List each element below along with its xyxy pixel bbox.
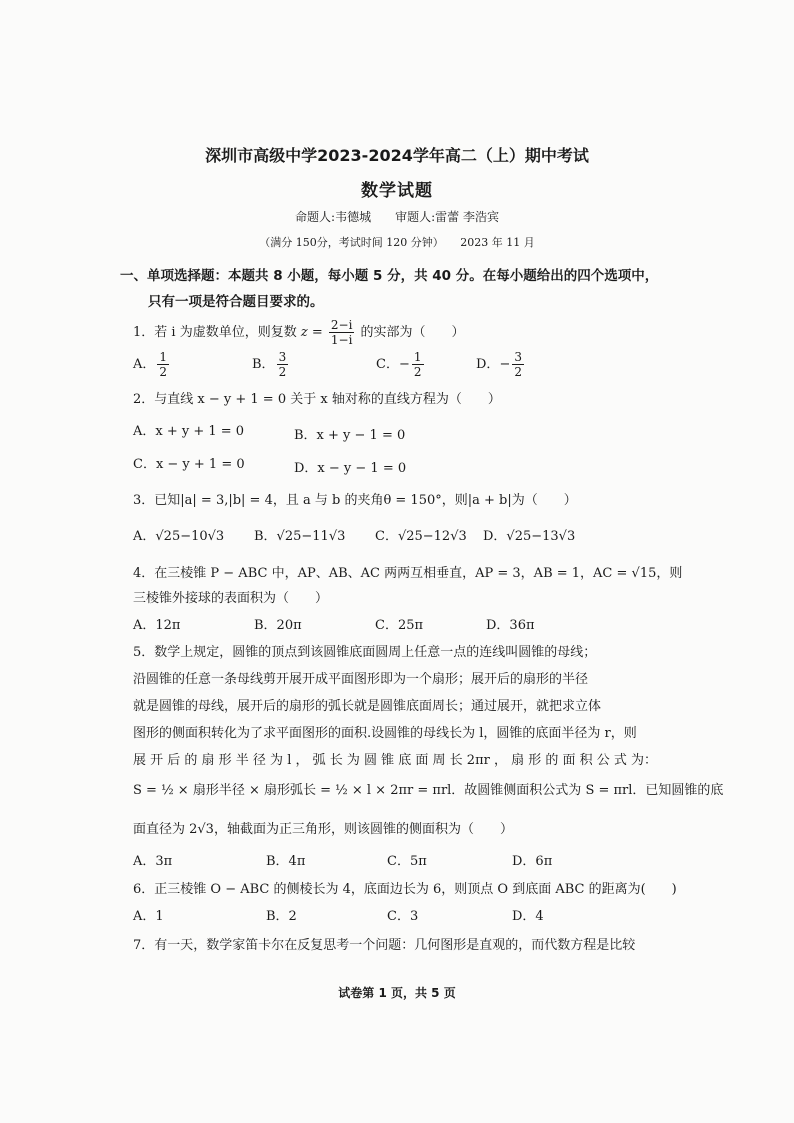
page-footer: 试卷第 1 页，共 5 页 [338,986,456,1000]
q5-option-a: A．3π [133,854,173,869]
q2-option-b: B．x + y − 1 = 0 [294,428,406,443]
q5-option-d: D．6π [512,854,553,869]
q6-option-a: A．1 [133,909,164,924]
authors-line: 命题人:韦德城 审题人:雷蕾 李浩宾 [295,210,499,224]
question-5-line5: 展 开 后 的 扇 形 半 径 为 l ， 弧 长 为 圆 锥 底 面 周 长 2πr ， 扇 形 的 面 积 公 式 为： [133,753,658,768]
q3-option-c: C．√25−12√3 [375,529,467,544]
q4-option-c: C．25π [375,618,424,633]
section-heading-cont: 只有一项是符合题目要求的。 [148,294,324,310]
q6-option-d: D．4 [512,909,544,924]
q3-option-b: B．√25−11√3 [254,529,346,544]
question-5-line4: 图形的侧面积转化为了求平面图形的面积.设圆锥的母线长为 l，圆锥的底面半径为 r，则 [133,726,637,741]
exam-info-line: （满分 150分，考试时间 120 分钟） 2023 年 11 月 [259,236,535,249]
subject-title: 数学试题 [361,181,433,201]
q4-option-b: B．20π [254,618,302,633]
q3-option-a: A．√25−10√3 [133,529,225,544]
q4-option-a: A．12π [133,618,181,633]
option-label: B． [252,357,275,372]
q1-option-b: B． $\frac{3}{2}$ [252,350,287,379]
q2-option-d: D．x − y − 1 = 0 [294,461,407,476]
question-5-line6: S = ½ × 扇形半径 × 扇形弧长 = ½ × l × 2πr = πrl．故圆锥侧面积公式为 S = πrl．已知圆锥的底 [133,783,724,798]
question-5-line7: 面直径为 2√3，轴截面为正三角形，则该圆锥的侧面积为（ ） [133,822,513,837]
q1-option-d: D．− $\frac{3}{2}$ [476,350,522,379]
question-1-stem: 1．若 i 为虚数单位，则复数 z = $\frac{2-i}{1-i}$ 的实部为（ ） [133,318,465,347]
question-5-line2: 沿圆锥的任意一条母线剪开展开成平面图形即为一个扇形；展开后的扇形的半径 [133,672,589,687]
option-label: C． [376,357,399,372]
question-3-stem: 3．已知|a| = 3,|b| = 4，且 a 与 b 的夹角θ = 150°，则|a + b|为（ ） [133,493,577,508]
q1-option-a: A． $\frac{1}{2}$ [133,350,168,379]
q1-frac-den: 1−i [330,333,353,347]
question-6-stem: 6．正三棱锥 O − ABC 的侧棱长为 4，底面边长为 6，则顶点 O 到底面 ABC 的距离为( ) [133,882,677,897]
q4-option-d: D．36π [486,618,535,633]
q1-stem-a: 1．若 i 为虚数单位，则复数 [133,325,297,340]
q5-option-b: B．4π [266,854,306,869]
q2-option-c: C．x − y + 1 = 0 [133,457,245,472]
q1-frac-num: 2−i [330,318,353,332]
q5-option-c: C．5π [387,854,427,869]
question-5-line3: 就是圆锥的母线，展开后的扇形的弧长就是圆锥底面周长；通过展开，就把求立体 [133,699,602,714]
q1-fraction [329,318,355,347]
question-7-line1: 7．有一天，数学家笛卡尔在反复思考一个问题：几何图形是直观的，而代数方程是比较 [133,938,636,953]
q3-option-d: D．√25−13√3 [483,529,576,544]
q2-option-a: A．x + y + 1 = 0 [133,424,245,439]
exam-title: 深圳市高级中学2023-2024学年高二（上）期中考试 [205,146,589,165]
q6-option-c: C．3 [387,909,419,924]
q6-option-b: B．2 [266,909,297,924]
section-heading: 一、单项选择题：本题共 8 小题，每小题 5 分，共 40 分。在每小题给出的四个选项中， [120,268,659,284]
question-5-line1: 5．数学上规定，圆锥的顶点到该圆锥底面圆周上任意一点的连线叫圆锥的母线； [133,645,597,660]
option-label: D． [476,357,500,372]
q1-stem-b: 的实部为（ ） [360,325,465,340]
question-4-line2: 三棱锥外接球的表面积为（ ） [133,591,329,606]
option-label: A． [133,357,156,372]
question-4-line1: 4．在三棱锥 P − ABC 中，AP、AB、AC 两两互相垂直，AP = 3，AB = 1，AC = √15，则 [133,566,683,581]
question-2-stem: 2．与直线 x − y + 1 = 0 关于 x 轴对称的直线方程为（ ） [133,392,501,407]
q1-option-c: C．− $\frac{1}{2}$ [376,350,422,379]
